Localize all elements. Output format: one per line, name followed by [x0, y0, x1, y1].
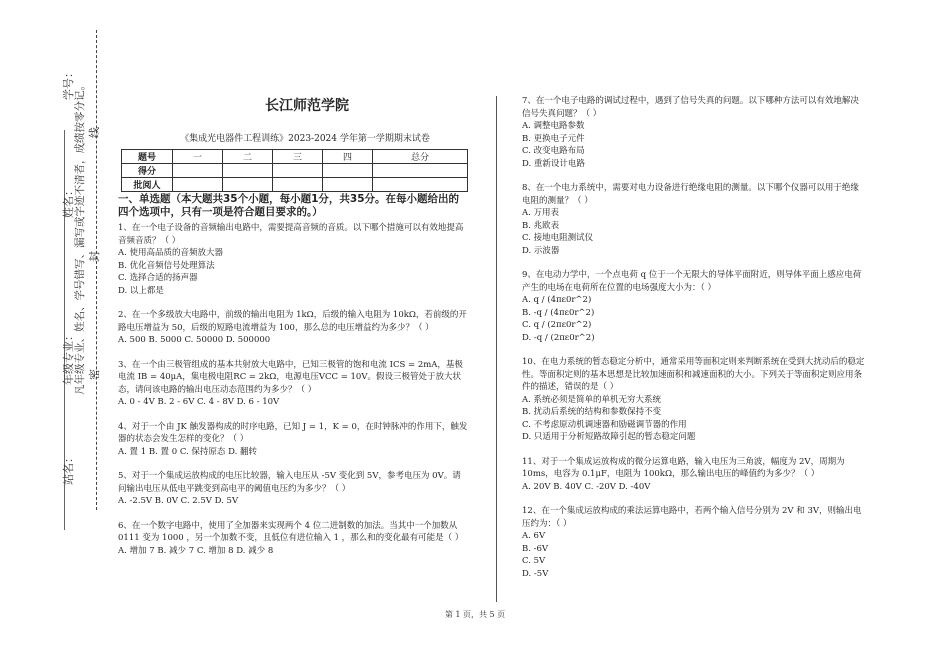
question-stem: 10、在电力系统的暂态稳定分析中，通常采用等面积定则来判断系统在受到大扰动后的稳定性。等面积定则的基本思想是比较加速面积和减速面积的大小。下列关于等面积定则应用条件的描述，错误的是（ ） — [522, 357, 865, 392]
score-table-header-row — [122, 150, 468, 164]
answer-option[interactable]: A. 500 B. 5000 C. 50000 D. 500000 — [118, 335, 271, 345]
answer-option[interactable]: D. 以上都是 — [118, 285, 164, 296]
score-cell[interactable] — [223, 164, 273, 178]
question-item — [118, 309, 468, 347]
column-divider — [496, 96, 497, 602]
feng-mark: 封 — [88, 251, 101, 262]
answer-option[interactable]: B. 优化音频信号处理算法 — [118, 260, 215, 271]
score-cell[interactable] — [273, 164, 323, 178]
answer-option[interactable]: A. 置 1 B. 置 0 C. 保持原态 D. 翻转 — [118, 446, 258, 457]
score-table-cell: 二 — [223, 150, 273, 164]
grader-cell[interactable] — [323, 178, 373, 192]
answer-option[interactable]: C. 5V — [522, 556, 546, 566]
question-stem: 6、在一个数字电路中，使用了全加器来实现两个 4 位二进制数的加法。当其中一个加数从 0111 变为 1000 ，另一个加数不变，且低位有进位输入 1 ，那么和的变化最有可能是（ ） — [118, 520, 464, 543]
right-question-list — [522, 95, 867, 580]
exam-title: 《集成光电器件工程训练》2023-2024 学年第一学期期末试卷 — [180, 134, 430, 144]
score-cell[interactable] — [323, 164, 373, 178]
question-item — [118, 421, 468, 459]
answer-option[interactable]: D. 示波器 — [522, 245, 560, 256]
right-column — [522, 95, 867, 580]
score-table — [121, 149, 468, 192]
answer-option[interactable]: C. q / (2πε0r^2) — [522, 320, 592, 330]
xian-mark: 线 — [88, 127, 101, 138]
answer-option[interactable]: A. 0 - 4V B. 2 - 6V C. 4 - 8V D. 6 - 10V — [118, 397, 280, 407]
binding-dashed-line — [96, 30, 97, 510]
question-stem: 3、在一个由三极管组成的基本共射放大电路中，已知三极管的饱和电流 ICS = 2mA，基极电流 IB = 40μA，集电极电阻RC = 2kΩ，电源电压VCC = 10V。假设三极管处于放大状态，请问该电路的输出电压动态范围约为多少？（ ） — [118, 359, 463, 395]
school-name: 长江师范学院 — [265, 98, 349, 114]
score-table-cell: 三 — [273, 150, 323, 164]
score-table-cell: 题号 — [122, 150, 173, 164]
section-heading: 一、单选题（本大题共35个小题，每小题1分，共35分。在每小题给出的四个选项中，只有一项是符合题目要求的。） — [118, 193, 460, 218]
answer-option[interactable]: B. -q / (4πε0r^2) — [522, 307, 595, 318]
answer-option[interactable]: A. 调整电路参数 — [522, 121, 585, 131]
answer-option[interactable]: C. 接地电阻测试仪 — [522, 233, 594, 243]
question-stem: 12、在一个集成运放构成的乘法运算电路中，若两个输入信号分别为 2V 和 3V，则输出电压约为：（ ） — [522, 506, 862, 529]
question-stem: 9、在电动力学中，一个点电荷 q 位于一个无限大的导体平面附近，则导体平面上感应电荷产生的电场在电荷所在位置的电场强度大小为：（ ） — [522, 270, 862, 293]
venue-label: 站名： — [62, 452, 75, 485]
question-item — [522, 182, 867, 257]
answer-option[interactable]: B. 更换电子元件 — [522, 133, 585, 144]
left-column — [118, 95, 468, 557]
answer-option[interactable]: D. -q / (2πε0r^2) — [522, 332, 595, 343]
answer-option[interactable]: B. 扰动后系统的结构和参数保持不变 — [522, 407, 662, 417]
question-stem: 1、在一个电子设备的音频输出电路中，需要提高音频的音质。以下哪个措施可以有效地提高音频音质？（ ） — [118, 223, 464, 246]
question-item — [522, 356, 867, 444]
score-table-cell: 总分 — [373, 150, 468, 164]
answer-option[interactable]: C. 选择合适的扬声器 — [118, 273, 198, 283]
answer-option[interactable]: A. 万用表 — [522, 208, 560, 218]
answer-option[interactable]: A. 6V — [522, 531, 546, 541]
question-item — [522, 456, 867, 494]
question-stem: 5、对于一个集成运放构成的电压比较器，输入电压从 -5V 变化到 5V，参考电压为 0V。请问输出电压从低电平跳变到高电平的阈值电压约为多少？（ ） — [118, 471, 461, 494]
answer-option[interactable]: A. 增加 7 B. 减少 7 C. 增加 8 D. 减少 8 — [118, 545, 274, 556]
answer-option[interactable]: A. q / (4πε0r^2) — [522, 295, 592, 305]
answer-option[interactable]: A. 20V B. 40V C. -20V D. -40V — [522, 481, 651, 492]
question-item — [118, 470, 468, 508]
answer-option[interactable]: D. 重新设计电路 — [522, 158, 585, 169]
grader-cell[interactable] — [173, 178, 223, 192]
question-item — [522, 269, 867, 344]
question-stem: 8、在一个电力系统中，需要对电力设备进行绝缘电阻的测量。以下哪个仪器可以用于绝缘电阻的测量？（ ） — [522, 183, 859, 206]
student-id-label: 学号： — [62, 67, 75, 100]
grader-row — [122, 178, 468, 192]
score-row-label: 得分 — [122, 164, 173, 178]
answer-option[interactable]: D. -5V — [522, 568, 549, 579]
question-item — [522, 505, 867, 580]
question-item — [118, 359, 468, 409]
question-stem: 2、在一个多级放大电路中，前级的输出电阻为 1kΩ，后级的输入电阻为 10kΩ，若前级的开路电压增益为 50，后级的短路电流增益为 100，那么总的电压增益约为多少？（ ） — [118, 310, 467, 333]
answer-option[interactable]: D. 只适用于分析短路故障引起的暂态稳定问题 — [522, 432, 696, 442]
grader-row-label: 批阅人 — [122, 178, 173, 192]
seal-mark: 密 — [88, 369, 101, 380]
question-item — [118, 222, 468, 297]
question-item — [522, 95, 867, 170]
score-table-cell: 四 — [323, 150, 373, 164]
answer-option[interactable]: B. -6V — [522, 543, 549, 554]
left-question-list — [118, 222, 468, 557]
page-footer: 第 1 页，共 5 页 — [444, 610, 506, 619]
score-row — [122, 164, 468, 178]
grader-cell[interactable] — [373, 178, 468, 192]
score-table-cell: 一 — [173, 150, 223, 164]
score-cell[interactable] — [373, 164, 468, 178]
answer-option[interactable]: B. 兆欧表 — [522, 220, 560, 231]
answer-option[interactable]: C. 不考虑原动机调速器和励磁调节器的作用 — [522, 419, 687, 430]
binding-warning: 凡年级专业、姓名、学号错写、漏写或字迹不清者，成绩按零分记。 — [74, 80, 86, 395]
question-stem: 11、对于一个集成运放构成的微分运算电路，输入电压为三角波，幅度为 2V，周期为 10ms，电容为 0.1μF，电阻为 100kΩ，那么输出电压的峰值约为多少？（ ） — [522, 456, 845, 479]
question-stem: 7、在一个电子电路的调试过程中，遇到了信号失真的问题。以下哪种方法可以有效地解决信号失真问题？（ ） — [522, 96, 859, 119]
answer-option[interactable]: C. 改变电路布局 — [522, 146, 585, 156]
score-cell[interactable] — [173, 164, 223, 178]
name-label: 姓名： — [62, 185, 75, 218]
question-stem: 4、对于一个由 JK 触发器构成的时序电路，已知 J = 1，K = 0，在时钟脉冲的作用下，触发器的状态会发生怎样的变化？（ ） — [118, 421, 468, 444]
grader-cell[interactable] — [223, 178, 273, 192]
answer-option[interactable]: A. 使用高品质的音频放大器 — [118, 248, 224, 258]
answer-option[interactable]: A. -2.5V B. 0V C. 2.5V D. 5V — [118, 496, 239, 506]
answer-option[interactable]: A. 系统必须是简单的单机无穷大系统 — [522, 394, 662, 405]
question-item — [118, 520, 468, 558]
class-label: 年级专业： — [62, 330, 75, 385]
grader-cell[interactable] — [273, 178, 323, 192]
